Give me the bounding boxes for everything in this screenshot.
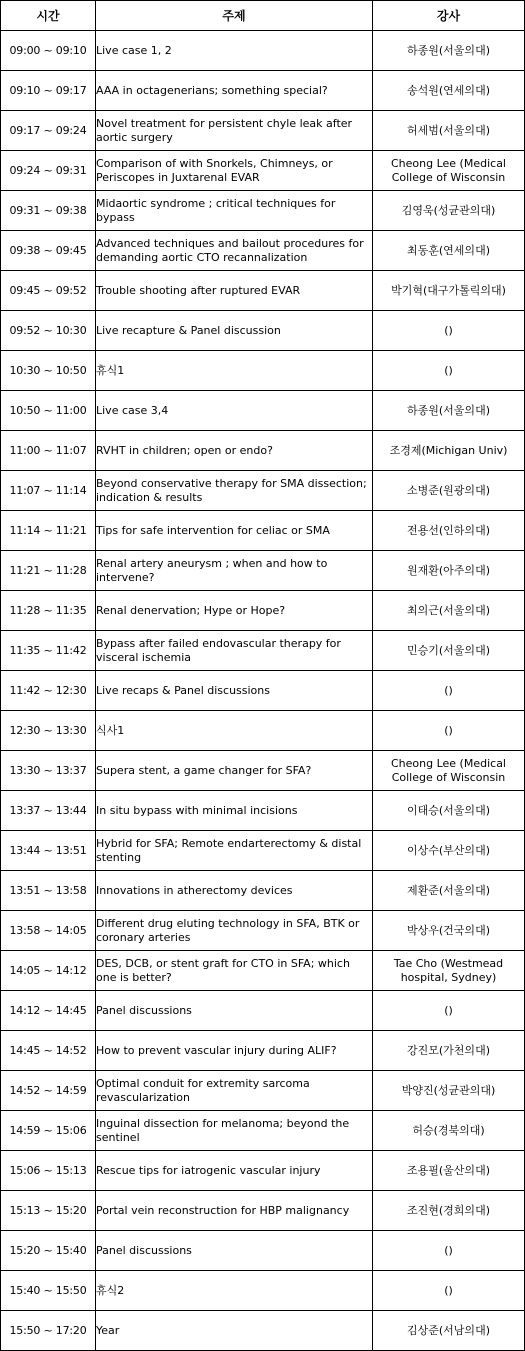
time-cell: 09:52 ~ 10:30 [1, 311, 96, 351]
time-cell: 11:42 ~ 12:30 [1, 671, 96, 711]
time-cell: 15:06 ~ 15:13 [1, 1151, 96, 1191]
header-row [1, 1, 525, 31]
speaker-cell: 허승(경북의대) [373, 1111, 525, 1151]
table-row [1, 191, 525, 231]
table-row [1, 431, 525, 471]
topic-cell: Live recapture & Panel discussion [96, 311, 373, 351]
speaker-cell: 민승기(서울의대) [373, 631, 525, 671]
speaker-cell: () [373, 671, 525, 711]
topic-cell: Hybrid for SFA; Remote endarterectomy & distal stenting [96, 831, 373, 871]
time-cell: 13:44 ~ 13:51 [1, 831, 96, 871]
table-row [1, 991, 525, 1031]
topic-cell: 휴식1 [96, 351, 373, 391]
speaker-cell: 허세범(서울의대) [373, 111, 525, 151]
topic-cell: Bypass after failed endovascular therapy for visceral ischemia [96, 631, 373, 671]
topic-cell: Panel discussions [96, 991, 373, 1031]
topic-cell: Renal denervation; Hype or Hope? [96, 591, 373, 631]
speaker-cell: 조진현(경희의대) [373, 1191, 525, 1231]
speaker-cell: 최동훈(연세의대) [373, 231, 525, 271]
table-row [1, 1111, 525, 1151]
topic-cell: Optimal conduit for extremity sarcoma revascularization [96, 1071, 373, 1111]
speaker-cell: 하종원(서울의대) [373, 391, 525, 431]
speaker-cell: 최의근(서울의대) [373, 591, 525, 631]
time-cell: 13:37 ~ 13:44 [1, 791, 96, 831]
speaker-cell: 박상우(건국의대) [373, 911, 525, 951]
speaker-cell: 김영욱(성균관의대) [373, 191, 525, 231]
topic-cell: Supera stent, a game changer for SFA? [96, 751, 373, 791]
time-cell: 09:00 ~ 09:10 [1, 31, 96, 71]
speaker-cell: 박양진(성균관의대) [373, 1071, 525, 1111]
topic-cell: Portal vein reconstruction for HBP malignancy [96, 1191, 373, 1231]
topic-cell: Comparison of with Snorkels, Chimneys, or Periscopes in Juxtarenal EVAR [96, 151, 373, 191]
speaker-cell: 이상수(부산의대) [373, 831, 525, 871]
topic-cell: Rescue tips for iatrogenic vascular injury [96, 1151, 373, 1191]
topic-cell: Advanced techniques and bailout procedures for demanding aortic CTO recannalization [96, 231, 373, 271]
topic-cell: 식사1 [96, 711, 373, 751]
time-cell: 14:12 ~ 14:45 [1, 991, 96, 1031]
speaker-cell: 조용필(울산의대) [373, 1151, 525, 1191]
table-row [1, 31, 525, 71]
time-cell: 09:24 ~ 09:31 [1, 151, 96, 191]
topic-cell: 휴식2 [96, 1271, 373, 1311]
table-row [1, 1071, 525, 1111]
header-topic: 주제 [96, 1, 373, 31]
table-row [1, 1271, 525, 1311]
table-row [1, 111, 525, 151]
topic-cell: In situ bypass with minimal incisions [96, 791, 373, 831]
topic-cell: Trouble shooting after ruptured EVAR [96, 271, 373, 311]
time-cell: 11:35 ~ 11:42 [1, 631, 96, 671]
time-cell: 09:45 ~ 09:52 [1, 271, 96, 311]
speaker-cell: 원재환(아주의대) [373, 551, 525, 591]
time-cell: 09:31 ~ 09:38 [1, 191, 96, 231]
table-row [1, 471, 525, 511]
speaker-cell: Cheong Lee (Medical College of Wisconsin [373, 751, 525, 791]
speaker-cell: 조경제(Michigan Univ) [373, 431, 525, 471]
header-speaker: 강사 [373, 1, 525, 31]
time-cell: 09:10 ~ 09:17 [1, 71, 96, 111]
time-cell: 11:21 ~ 11:28 [1, 551, 96, 591]
table-row [1, 71, 525, 111]
table-row [1, 231, 525, 271]
speaker-cell: () [373, 1231, 525, 1271]
table-row [1, 711, 525, 751]
table-row [1, 1031, 525, 1071]
speaker-cell: () [373, 1271, 525, 1311]
topic-cell: Live recaps & Panel discussions [96, 671, 373, 711]
speaker-cell: () [373, 991, 525, 1031]
table-row [1, 671, 525, 711]
speaker-cell: Cheong Lee (Medical College of Wisconsin [373, 151, 525, 191]
speaker-cell: 전용선(인하의대) [373, 511, 525, 551]
table-row [1, 151, 525, 191]
header-time: 시간 [1, 1, 96, 31]
time-cell: 13:30 ~ 13:37 [1, 751, 96, 791]
table-row [1, 311, 525, 351]
speaker-cell: 강진모(가천의대) [373, 1031, 525, 1071]
table-row [1, 271, 525, 311]
time-cell: 11:14 ~ 11:21 [1, 511, 96, 551]
speaker-cell: () [373, 351, 525, 391]
time-cell: 14:45 ~ 14:52 [1, 1031, 96, 1071]
time-cell: 15:13 ~ 15:20 [1, 1191, 96, 1231]
speaker-cell: () [373, 311, 525, 351]
speaker-cell: 박기혁(대구가톨릭의대) [373, 271, 525, 311]
table-row [1, 1151, 525, 1191]
schedule-body [1, 31, 525, 1351]
table-row [1, 351, 525, 391]
table-row [1, 1311, 525, 1351]
table-row [1, 511, 525, 551]
time-cell: 11:28 ~ 11:35 [1, 591, 96, 631]
time-cell: 13:58 ~ 14:05 [1, 911, 96, 951]
topic-cell: RVHT in children; open or endo? [96, 431, 373, 471]
time-cell: 13:51 ~ 13:58 [1, 871, 96, 911]
table-row [1, 831, 525, 871]
topic-cell: Live case 1, 2 [96, 31, 373, 71]
time-cell: 10:50 ~ 11:00 [1, 391, 96, 431]
speaker-cell: 소병준(원광의대) [373, 471, 525, 511]
time-cell: 14:59 ~ 15:06 [1, 1111, 96, 1151]
topic-cell: DES, DCB, or stent graft for CTO in SFA; which one is better? [96, 951, 373, 991]
topic-cell: Live case 3,4 [96, 391, 373, 431]
time-cell: 15:50 ~ 17:20 [1, 1311, 96, 1351]
table-row [1, 391, 525, 431]
table-row [1, 551, 525, 591]
time-cell: 11:07 ~ 11:14 [1, 471, 96, 511]
table-row [1, 951, 525, 991]
topic-cell: Renal artery aneurysm ; when and how to intervene? [96, 551, 373, 591]
topic-cell: Tips for safe intervention for celiac or SMA [96, 511, 373, 551]
topic-cell: Beyond conservative therapy for SMA dissection; indication & results [96, 471, 373, 511]
topic-cell: How to prevent vascular injury during ALIF? [96, 1031, 373, 1071]
topic-cell: Panel discussions [96, 1231, 373, 1271]
topic-cell: Midaortic syndrome ; critical techniques for bypass [96, 191, 373, 231]
speaker-cell: Tae Cho (Westmead hospital, Sydney) [373, 951, 525, 991]
table-row [1, 751, 525, 791]
topic-cell: AAA in octagenerians; something special? [96, 71, 373, 111]
speaker-cell: () [373, 711, 525, 751]
table-row [1, 791, 525, 831]
speaker-cell: 김상준(서남의대) [373, 1311, 525, 1351]
table-row [1, 591, 525, 631]
topic-cell: Different drug eluting technology in SFA, BTK or coronary arteries [96, 911, 373, 951]
speaker-cell: 이태승(서울의대) [373, 791, 525, 831]
speaker-cell: 제환준(서울의대) [373, 871, 525, 911]
time-cell: 15:20 ~ 15:40 [1, 1231, 96, 1271]
table-row [1, 1231, 525, 1271]
topic-cell: Novel treatment for persistent chyle leak after aortic surgery [96, 111, 373, 151]
table-row [1, 631, 525, 671]
time-cell: 14:52 ~ 14:59 [1, 1071, 96, 1111]
time-cell: 09:38 ~ 09:45 [1, 231, 96, 271]
table-row [1, 1191, 525, 1231]
time-cell: 10:30 ~ 10:50 [1, 351, 96, 391]
time-cell: 09:17 ~ 09:24 [1, 111, 96, 151]
table-row [1, 871, 525, 911]
time-cell: 15:40 ~ 15:50 [1, 1271, 96, 1311]
table-row [1, 911, 525, 951]
time-cell: 11:00 ~ 11:07 [1, 431, 96, 471]
speaker-cell: 하종원(서울의대) [373, 31, 525, 71]
topic-cell: Year [96, 1311, 373, 1351]
topic-cell: Innovations in atherectomy devices [96, 871, 373, 911]
time-cell: 14:05 ~ 14:12 [1, 951, 96, 991]
topic-cell: Inguinal dissection for melanoma; beyond the sentinel [96, 1111, 373, 1151]
time-cell: 12:30 ~ 13:30 [1, 711, 96, 751]
speaker-cell: 송석원(연세의대) [373, 71, 525, 111]
